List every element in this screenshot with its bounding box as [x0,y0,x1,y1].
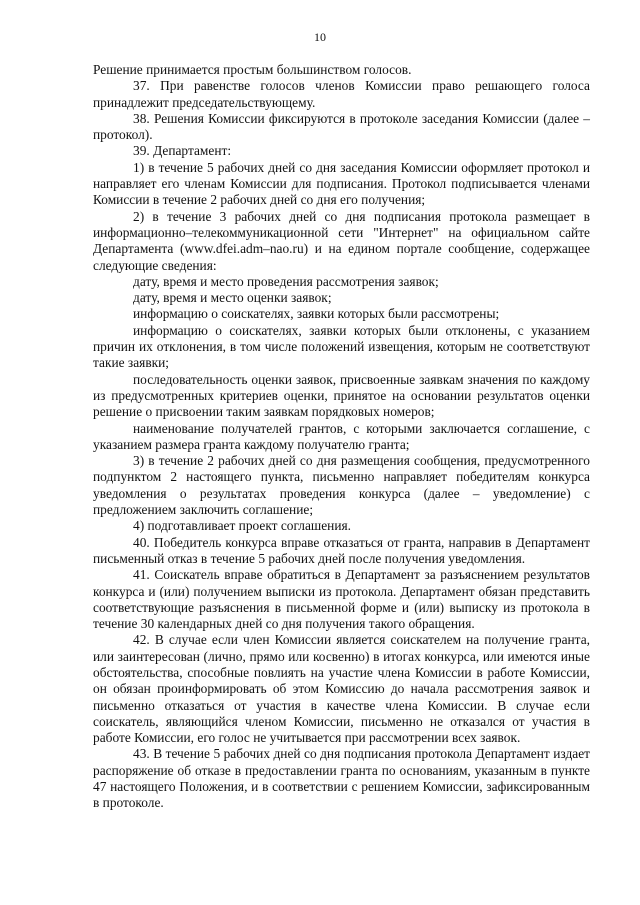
paragraph-39-item-1: 1) в течение 5 рабочих дней со дня заседания Комиссии оформляет протокол и направляет его членам Комиссии для подписания. Протокол подписывается членами Комиссии в течение 2 рабочих дней со дня его получения; [93,159,590,208]
paragraph-41: 41. Соискатель вправе обратиться в Департамент за разъяснением результатов конкурса и (или) получением выписки из протокола. Департамент обязан представить соответствующие разъяснения в письменной форме и (или) выписку из протокола в течение 30 календарных дней со дня получения такого обращения. [93,567,590,632]
paragraph-42: 42. В случае если член Комиссии является соискателем на получение гранта, или заинтересован (лично, прямо или косвенно) в итогах конкурса, или имеются иные обстоятельства, способные повлиять на участие члена Комиссии в работе Комиссии, он обязан проинформировать об этом Комиссию до начала рассмотрения заявок и письменно отказаться от участия в качестве члена Комиссии. В случае если соискатель, являющийся членом Комиссии, письменно не отказался от участия в работе Комиссии, его голос не учитывается при рассмотрении всех заявок. [93,632,590,746]
list-item-evaluation-date: дату, время и место оценки заявок; [133,290,332,306]
paragraph-43: 43. В течение 5 рабочих дней со дня подписания протокола Департамент издает распоряжение об отказе в предоставлении гранта по основаниям, указанным в пункте 47 настоящего Положения, и в соответствии с решением Комиссии, зафиксированным в протоколе. [93,746,590,811]
paragraph-39: 39. Департамент: [133,143,232,159]
paragraph-decision-majority: Решение принимается простым большинством голосов. [93,62,412,77]
paragraph-39-item-3: 3) в течение 2 рабочих дней со дня размещения сообщения, предусмотренного подпунктом 2 настоящего пункта, письменно направляет победителям конкурса уведомления о результатах проведения конкурса (далее – уведомление) с предложением заключить соглашение; [93,453,590,518]
list-item-evaluation-sequence: последовательность оценки заявок, присвоенные заявкам значения по каждому из предусмотренных критериев оценки, принятое на основании результатов оценки решение о присвоении таким заявкам порядковых номеров; [93,371,590,420]
paragraph-38: 38. Решения Комиссии фиксируются в протоколе заседания Комиссии (далее – протокол). [93,110,590,143]
paragraph-37: 37. При равенстве голосов членов Комиссии право решающего голоса принадлежит председательствующему. [93,78,590,110]
paragraph-40: 40. Победитель конкурса вправе отказаться от гранта, направив в Департамент письменный отказ в течение 5 рабочих дней после получения уведомления. [93,534,590,566]
list-item-review-date: дату, время и место проведения рассмотрения заявок; [133,273,439,289]
list-item-reviewed-applicants: информацию о соискателях, заявки которых были рассмотрены; [133,306,500,322]
list-item-rejected-applicants: информацию о соискателях, заявки которых были отклонены, с указанием причин их отклонения, в том числе положений извещения, которым не соответствуют такие заявки; [93,322,590,371]
paragraph-39-item-2: 2) в течение 3 рабочих дней со дня подписания протокола размещает в информационно–телекоммуникационной сети "Интернет" на официальном сайте Департамента (www.dfei.adm–nao.ru) и на едином портале сообщение, содержащее следующие сведения: [93,208,590,273]
page-number: 10 [314,30,326,44]
paragraph-39-item-4: 4) подготавливает проект соглашения. [133,518,352,534]
document-body [93,62,590,812]
list-item-grant-recipients: наименование получателей грантов, с которыми заключается соглашение, с указанием размера гранта каждому получателю гранта; [93,420,590,452]
